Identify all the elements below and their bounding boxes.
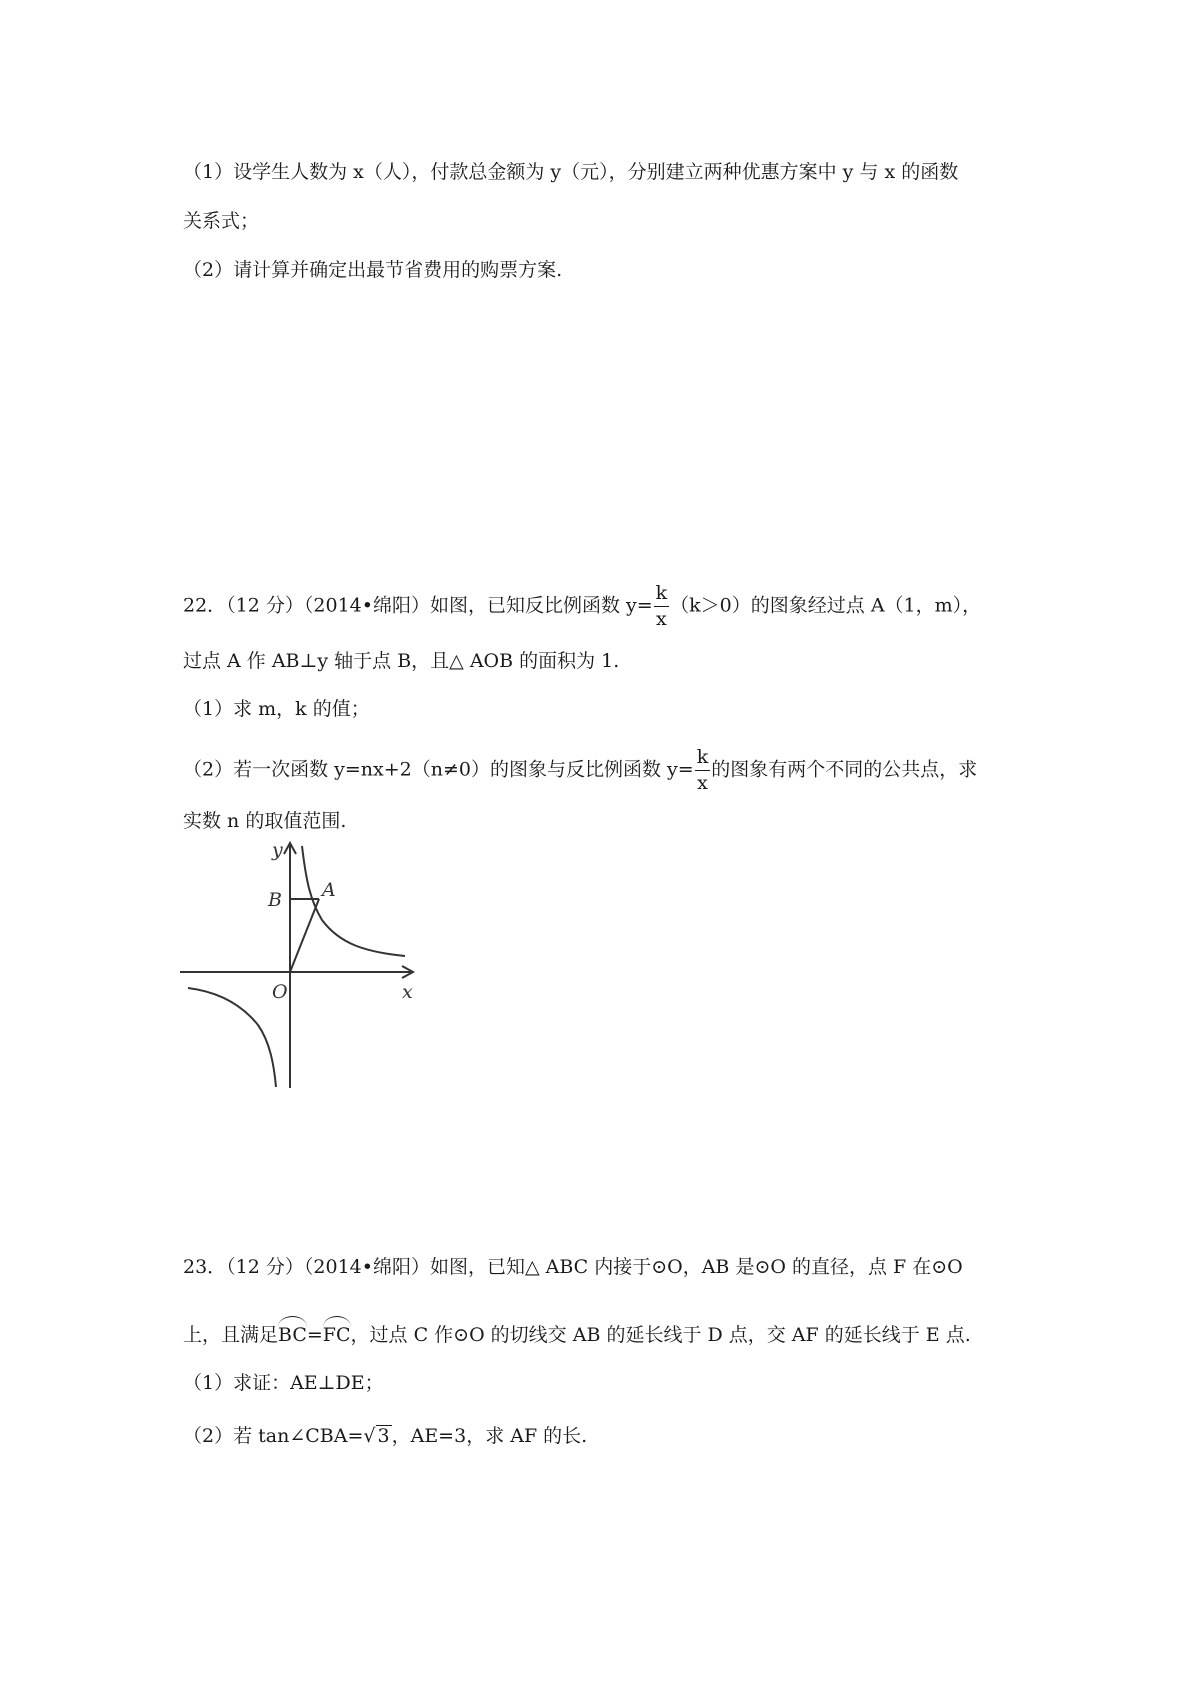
q23-line1: 23．（12 分）（2014•绵阳）如图，已知△ ABC 内接于⊙O，AB 是⊙O 的直径，点 F 在⊙O <box>183 1256 963 1278</box>
q23-part1: （1）求证：AE⊥DE； <box>183 1372 384 1394</box>
q21-part1-line1: （1）设学生人数为 x（人），付款总金额为 y（元），分别建立两种优惠方案中 y 与 x 的函数 <box>183 161 959 183</box>
q23-part2-suffix: ，AE=3，求 AF 的长. <box>391 1425 588 1447</box>
arc-bc: BC <box>278 1324 307 1346</box>
q23-part2 <box>183 1425 587 1446</box>
q23-part2-prefix: （2）若 tan∠CBA= <box>183 1425 364 1447</box>
q21-part2: （2）请计算并确定出最节省费用的购票方案. <box>183 259 563 281</box>
segment-oa <box>290 899 319 972</box>
q23-line2-suffix: ，过点 C 作⊙O 的切线交 AB 的延长线于 D 点，交 AF 的延长线于 E 点. <box>350 1324 971 1346</box>
sqrt-3 <box>363 1425 391 1446</box>
arc-equals: = <box>306 1324 323 1346</box>
fraction-numerator: k <box>654 584 670 607</box>
q22-line1-suffix: （k＞0）的图象经过点 A（1，m）， <box>670 594 982 617</box>
label-x: x <box>402 981 413 1003</box>
label-b: B <box>268 889 282 911</box>
q22-part2-suffix: 的图象有两个不同的公共点，求 <box>711 758 978 781</box>
q23-line2 <box>183 1322 971 1345</box>
fraction-numerator: k <box>695 748 711 771</box>
q23-line2-prefix: 上，且满足 <box>183 1324 279 1346</box>
label-a: A <box>322 879 336 901</box>
hyperbola-branch-third-quadrant <box>188 988 276 1087</box>
q22-line1 <box>183 584 981 629</box>
q22-part2-line2: 实数 n 的取值范围. <box>183 810 347 832</box>
radicand: 3 <box>377 1425 390 1447</box>
label-y: y <box>272 840 283 861</box>
arc-fc: FC <box>322 1324 351 1346</box>
fraction-denominator: x <box>697 772 708 794</box>
label-o: O <box>272 981 288 1003</box>
radical-sign: √ <box>363 1425 376 1447</box>
q22-line1-prefix: 22．（12 分）（2014•绵阳）如图，已知反比例函数 y= <box>183 594 653 617</box>
q22-fraction-k-over-x-2 <box>695 748 711 793</box>
q22-part1: （1）求 m，k 的值； <box>183 698 370 720</box>
q21-part1-line2: 关系式； <box>183 210 260 232</box>
q22-hyperbola-figure <box>180 840 430 1090</box>
q22-fraction-k-over-x <box>654 584 670 629</box>
fraction-denominator: x <box>656 608 667 630</box>
q22-part2-line1 <box>183 748 977 793</box>
q22-line2: 过点 A 作 AB⊥y 轴于点 B，且△ AOB 的面积为 1. <box>183 650 620 672</box>
q22-part2-prefix: （2）若一次函数 y=nx+2（n≠0）的图象与反比例函数 y= <box>183 758 694 781</box>
